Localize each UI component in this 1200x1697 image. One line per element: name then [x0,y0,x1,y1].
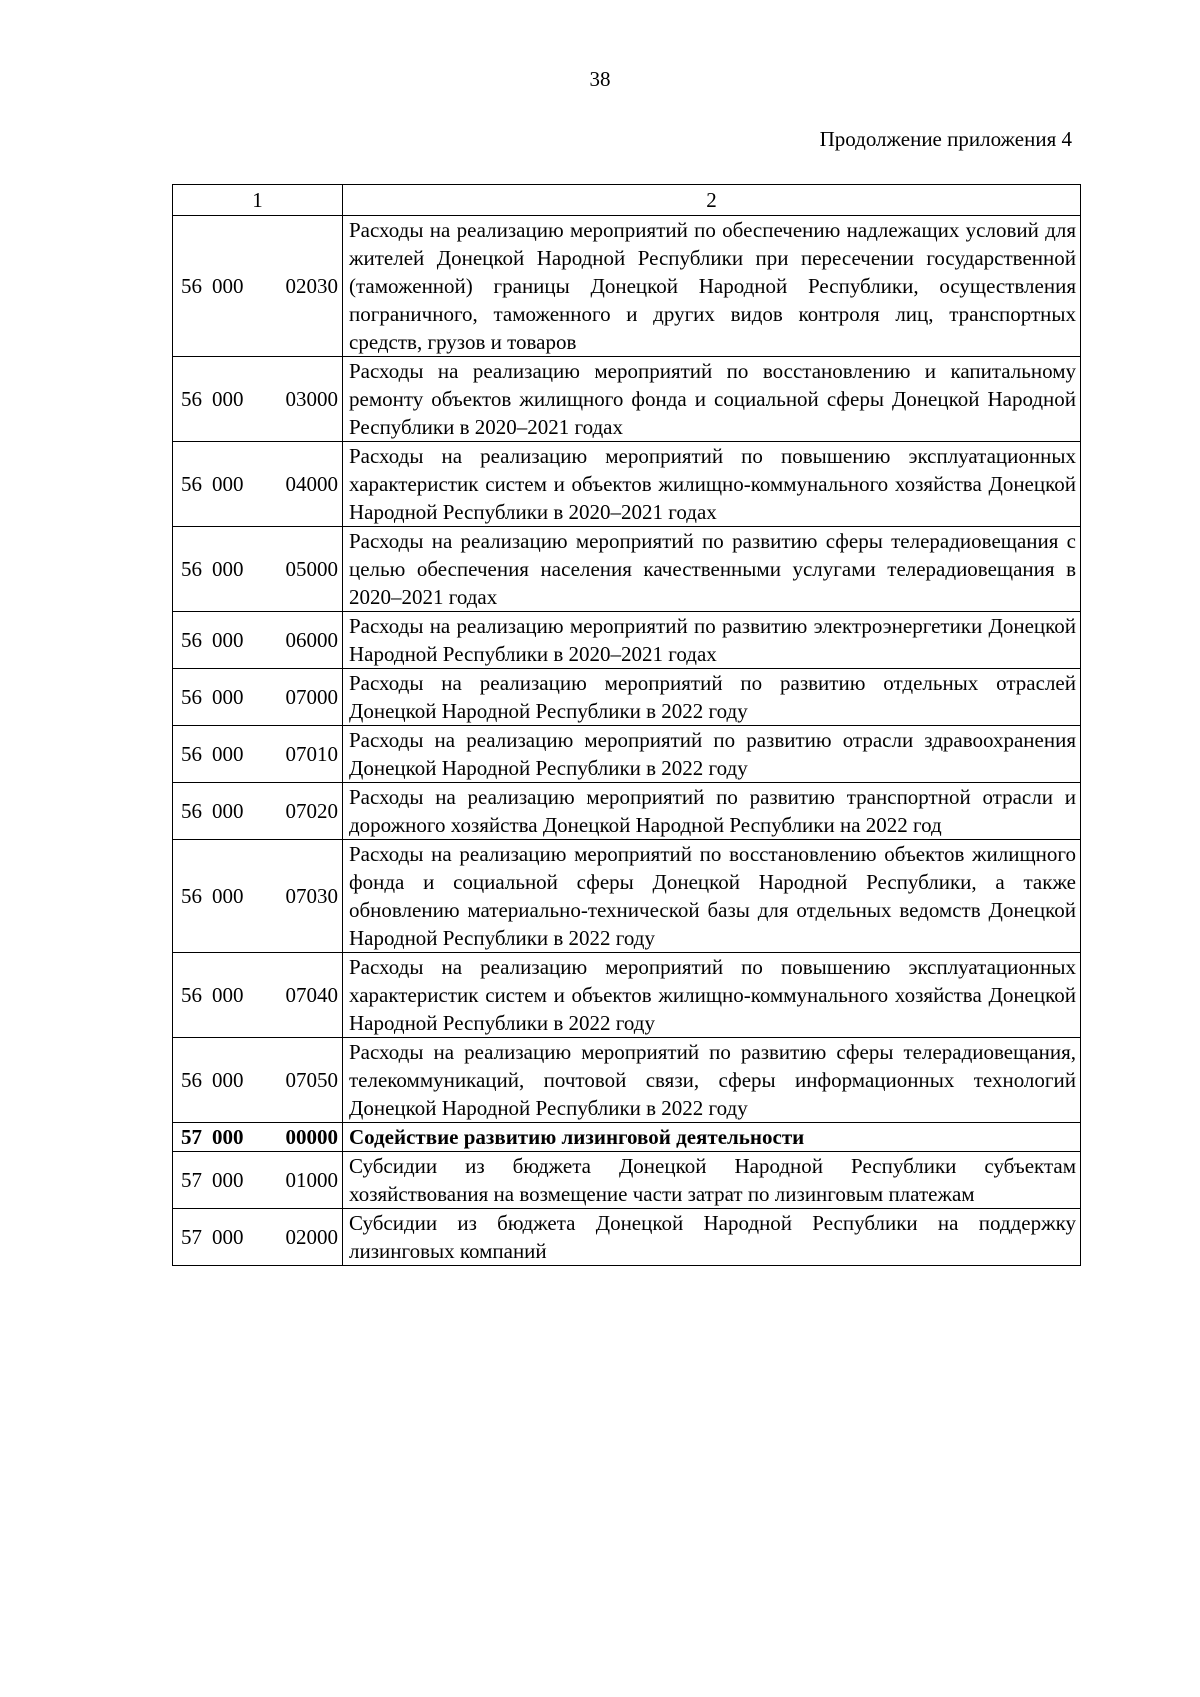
description-cell: Расходы на реализацию мероприятий по развитию сферы телерадиовещания с целью обеспечения населения качественными услугами телерадиовещания в 2020–2021 годах [343,527,1081,612]
page-number: 38 [589,67,611,91]
code-item: 04000 [285,472,338,496]
description-cell: Субсидии из бюджета Донецкой Народной Республики на поддержку лизинговых компаний [343,1209,1081,1266]
code-group: 000 [212,557,244,581]
code-item: 05000 [285,557,338,581]
description-cell: Расходы на реализацию мероприятий по развитию сферы телерадиовещания, телекоммуникаций, почтовой связи, сферы информационных технологий Донецкой Народной Республики в 2022 году [343,1038,1081,1123]
code-section: 56 [181,387,202,411]
code-item: 07050 [285,1068,338,1092]
code-group: 000 [212,1068,244,1092]
code-section: 56 [181,1068,202,1092]
code-section: 56 [181,983,202,1007]
code-cell [173,527,343,612]
code-cell [173,783,343,840]
code-cell [173,669,343,726]
table-row [173,783,1081,840]
code-item: 00000 [285,1125,338,1149]
description-cell: Расходы на реализацию мероприятий по повышению эксплуатационных характеристик систем и объектов жилищно-коммунального хозяйства Донецкой Народной Республики в 2022 году [343,953,1081,1038]
code-section: 56 [181,742,202,766]
table-row [173,669,1081,726]
code-item: 02030 [285,274,338,298]
table-row [173,1152,1081,1209]
code-group: 000 [212,884,244,908]
code-item: 07040 [285,983,338,1007]
code-item: 01000 [285,1168,338,1192]
description-cell: Расходы на реализацию мероприятий по восстановлению и капитальному ремонту объектов жилищного фонда и социальной сферы Донецкой Народной Республики в 2020–2021 годах [343,357,1081,442]
table-row [173,1038,1081,1123]
table-row [173,357,1081,442]
column-header-description: 2 [343,185,1081,216]
code-cell [173,1123,343,1152]
code-group: 000 [212,1125,244,1149]
appendix-continuation-label: Продолжение приложения 4 [819,127,1072,151]
table-row [173,216,1081,357]
table-row [173,442,1081,527]
description-cell: Расходы на реализацию мероприятий по развитию отдельных отраслей Донецкой Народной Республики в 2022 году [343,669,1081,726]
description-cell: Содействие развитию лизинговой деятельности [343,1123,1081,1152]
code-section: 56 [181,685,202,709]
code-group: 000 [212,387,244,411]
code-group: 000 [212,1225,244,1249]
code-item: 03000 [285,387,338,411]
description-cell: Расходы на реализацию мероприятий по развитию отрасли здравоохранения Донецкой Народной Республики в 2022 году [343,726,1081,783]
code-group: 000 [212,274,244,298]
code-section: 57 [181,1168,202,1192]
description-cell: Расходы на реализацию мероприятий по обеспечению надлежащих условий для жителей Донецкой Народной Республики при пересечении государственной (таможенной) границы Донецкой Народной Республики, осуществления пограничного, таможенного и других видов контроля лиц, транспортных средств, грузов и товаров [343,216,1081,357]
code-cell [173,840,343,953]
code-cell [173,1209,343,1266]
code-cell [173,442,343,527]
code-item: 06000 [285,628,338,652]
code-item: 02000 [285,1225,338,1249]
code-cell [173,1038,343,1123]
code-section: 57 [181,1125,202,1149]
code-group: 000 [212,983,244,1007]
code-section: 56 [181,557,202,581]
table-row [173,1209,1081,1266]
code-cell [173,612,343,669]
table-row [173,726,1081,783]
code-section: 57 [181,1225,202,1249]
description-cell: Расходы на реализацию мероприятий по восстановлению объектов жилищного фонда и социальной сферы Донецкой Народной Республики, а также обновлению материально-технической базы для отдельных ведомств Донецкой Народной Республики в 2022 году [343,840,1081,953]
table-row [173,612,1081,669]
code-section: 56 [181,628,202,652]
code-cell [173,216,343,357]
table-row [173,1123,1081,1152]
table-row [173,527,1081,612]
code-group: 000 [212,685,244,709]
budget-classification-table [172,184,1081,1266]
code-group: 000 [212,799,244,823]
code-group: 000 [212,742,244,766]
code-section: 56 [181,274,202,298]
code-section: 56 [181,472,202,496]
table-row [173,953,1081,1038]
code-cell [173,953,343,1038]
table-body [173,185,1081,1266]
code-section: 56 [181,799,202,823]
description-cell: Расходы на реализацию мероприятий по развитию электроэнергетики Донецкой Народной Республики в 2020–2021 годах [343,612,1081,669]
description-cell: Расходы на реализацию мероприятий по повышению эксплуатационных характеристик систем и объектов жилищно-коммунального хозяйства Донецкой Народной Республики в 2020–2021 годах [343,442,1081,527]
description-cell: Субсидии из бюджета Донецкой Народной Республики субъектам хозяйствования на возмещение части затрат по лизинговым платежам [343,1152,1081,1209]
code-item: 07030 [285,884,338,908]
code-group: 000 [212,1168,244,1192]
code-item: 07020 [285,799,338,823]
code-group: 000 [212,628,244,652]
code-cell [173,1152,343,1209]
table-header-row [173,185,1081,216]
code-item: 07010 [285,742,338,766]
code-section: 56 [181,884,202,908]
code-cell [173,726,343,783]
code-group: 000 [212,472,244,496]
table-row [173,840,1081,953]
description-cell: Расходы на реализацию мероприятий по развитию транспортной отрасли и дорожного хозяйства Донецкой Народной Республики на 2022 год [343,783,1081,840]
column-header-code: 1 [173,185,343,216]
code-item: 07000 [285,685,338,709]
code-cell [173,357,343,442]
